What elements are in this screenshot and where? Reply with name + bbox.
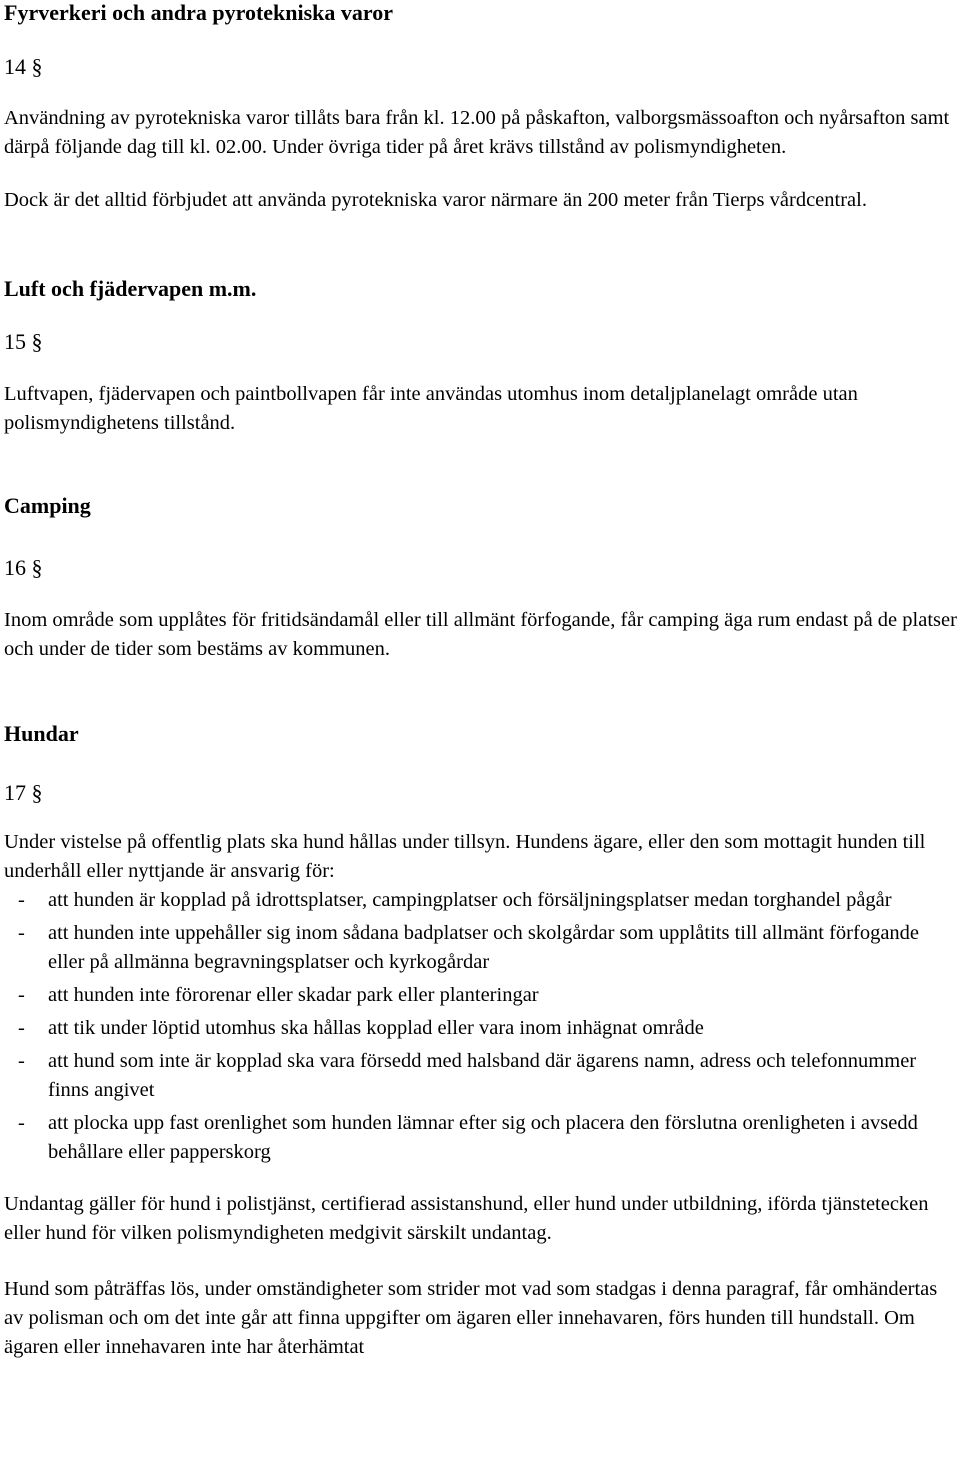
fireworks-paragraph-1: Användning av pyrotekniska varor tillåts bara från kl. 12.00 på påskafton, valborgsmässoafton och nyårsafton samt därpå följande dag till kl. 02.00. Under övriga tider på året krävs tillstånd av polismyndigheten. (4, 107, 950, 158)
dash-bullet: - (18, 1017, 25, 1039)
list-item-text: att plocka upp fast orenlighet som hunden lämnar efter sig och placera den förslutna orenligheten i avsedd behållare eller papperskorg (48, 1112, 918, 1163)
section-heading-fireworks: Fyrverkeri och andra pyrotekniska varor (4, 0, 394, 25)
list-item-text: att tik under löptid utomhus ska hållas kopplad eller vara inom inhägnat område (48, 1017, 704, 1039)
fireworks-paragraph-2: Dock är det alltid förbjudet att använda pyrotekniska varor närmare än 200 meter från Tierps vårdcentral. (4, 189, 867, 211)
list-item-text: att hunden inte uppehåller sig inom sådana badplatser och skolgårdar som upplåtits till allmänt förfogande eller på allmänna begravningsplatser och kyrkogårdar (48, 922, 920, 973)
dog-rules-list (4, 886, 958, 1167)
dogs-intro-paragraph: Under vistelse på offentlig plats ska hund hållas under tillsyn. Hundens ägare, eller den som mottagit hunden till underhåll eller nyttjande är ansvarig för: (4, 831, 926, 882)
list-item (4, 919, 958, 977)
exception-paragraph: Undantag gäller för hund i polistjänst, certifierad assistanshund, eller hund under utbildning, iförda tjänstetecken eller hund för vilken polismyndigheten medgivit särskilt undantag. (4, 1193, 929, 1244)
paragraph-number-14: 14 § (4, 54, 43, 79)
dash-bullet: - (18, 1050, 25, 1072)
dash-bullet: - (18, 889, 25, 911)
document-page (4, 0, 958, 1362)
list-item-text: att hund som inte är kopplad ska vara försedd med halsband där ägarens namn, adress och telefonnummer finns angivet (48, 1050, 917, 1101)
list-item (4, 1047, 958, 1105)
section-heading-air-guns: Luft och fjädervapen m.m. (4, 276, 257, 301)
paragraph-number-17: 17 § (4, 780, 43, 805)
list-item-text: att hunden är kopplad på idrottsplatser, campingplatser och försäljningsplatser medan torghandel pågår (48, 889, 892, 911)
loose-dog-paragraph: Hund som påträffas lös, under omständigheter som strider mot vad som stadgas i denna paragraf, får omhändertas av polisman och om det inte går att finna uppgifter om ägaren eller innehavaren, förs hunden till hundstall. Om ägaren eller innehavaren inte har återhämtat (4, 1278, 938, 1358)
dash-bullet: - (18, 984, 25, 1006)
paragraph-number-15: 15 § (4, 329, 43, 354)
air-guns-paragraph: Luftvapen, fjädervapen och paintbollvapen får inte användas utomhus inom detaljplanelagt område utan polismyndighetens tillstånd. (4, 383, 858, 434)
paragraph-number-16: 16 § (4, 555, 43, 580)
dash-bullet: - (18, 1112, 25, 1134)
list-item-text: att hunden inte förorenar eller skadar park eller planteringar (48, 984, 539, 1006)
dash-bullet: - (18, 922, 25, 944)
list-item (4, 1014, 958, 1043)
camping-paragraph: Inom område som upplåtes för fritidsändamål eller till allmänt förfogande, får camping äga rum endast på de platser och under de tider som bestäms av kommunen. (4, 609, 957, 660)
section-heading-camping: Camping (4, 493, 91, 518)
section-heading-dogs: Hundar (4, 721, 79, 746)
list-item (4, 981, 958, 1010)
list-item (4, 1109, 958, 1167)
list-item (4, 886, 958, 915)
